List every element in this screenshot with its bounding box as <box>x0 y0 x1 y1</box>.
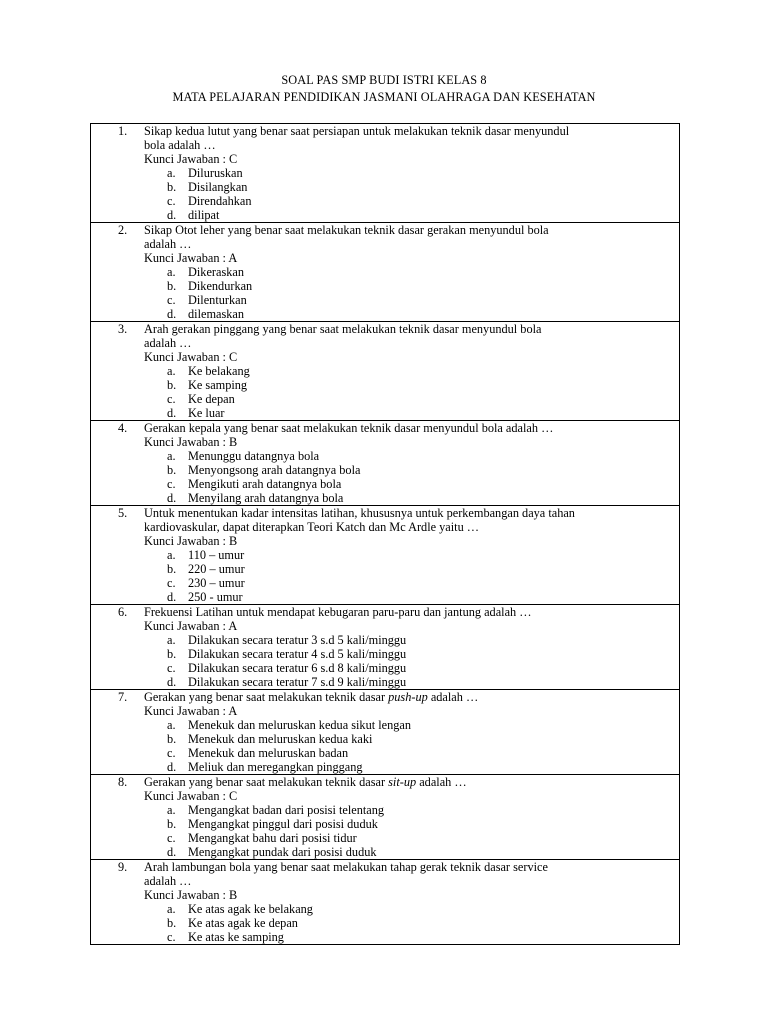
answer-key: Kunci Jawaban : A <box>144 704 238 718</box>
answer-option <box>91 916 679 930</box>
answer-key: Kunci Jawaban : B <box>144 534 238 548</box>
question-number: 4. <box>118 421 128 435</box>
answer-option <box>91 746 679 760</box>
answer-option <box>91 449 679 463</box>
option-text: Dilakukan secara teratur 3 s.d 5 kali/minggu <box>188 633 407 647</box>
option-letter: a. <box>167 364 176 378</box>
option-text: 110 – umur <box>188 548 245 562</box>
option-letter: b. <box>167 378 177 392</box>
question-number: 6. <box>118 605 128 619</box>
question-text: adalah … <box>144 237 192 251</box>
answer-option <box>91 718 679 732</box>
option-letter: b. <box>167 732 177 746</box>
question-row <box>91 774 679 859</box>
answer-option <box>91 760 679 774</box>
answer-option <box>91 562 679 576</box>
answer-option <box>91 279 679 293</box>
option-text: Menekuk dan meluruskan badan <box>188 746 349 760</box>
question-row <box>91 604 679 689</box>
answer-option <box>91 194 679 208</box>
answer-option <box>91 463 679 477</box>
option-letter: c. <box>167 194 176 208</box>
answer-option <box>91 675 679 689</box>
option-letter: a. <box>167 803 176 817</box>
question-text: 3. Arah gerakan pinggang yang benar saat melakukan teknik dasar menyundul bola <box>118 322 542 336</box>
option-text: Dilakukan secara teratur 6 s.d 8 kali/minggu <box>188 661 407 675</box>
option-letter: d. <box>167 406 177 420</box>
option-letter: c. <box>167 477 176 491</box>
question-number: 5. <box>118 506 128 520</box>
question-text: bola adalah … <box>144 138 216 152</box>
option-letter: d. <box>167 307 177 321</box>
question-text: 1. Sikap kedua lutut yang benar saat persiapan untuk melakukan teknik dasar menyundul <box>118 124 570 138</box>
answer-key: Kunci Jawaban : C <box>144 350 238 364</box>
option-letter: c. <box>167 392 176 406</box>
option-text: Ke samping <box>188 378 248 392</box>
option-text: Dilakukan secara teratur 7 s.d 9 kali/minggu <box>188 675 407 689</box>
question-number: 8. <box>118 775 128 789</box>
option-text: dilemaskan <box>188 307 245 321</box>
option-text: Dikendurkan <box>188 279 253 293</box>
answer-option <box>91 590 679 604</box>
answer-option <box>91 845 679 859</box>
question-text: 7. Gerakan yang benar saat melakukan teknik dasar push-up adalah … <box>118 690 479 704</box>
option-text: Mengangkat pinggul dari posisi duduk <box>188 817 378 831</box>
option-text: Menekuk dan meluruskan kedua kaki <box>188 732 373 746</box>
option-letter: c. <box>167 746 176 760</box>
answer-option <box>91 307 679 321</box>
option-text: Menyongsong arah datangnya bola <box>188 463 361 477</box>
option-letter: b. <box>167 817 177 831</box>
document-subtitle: MATA PELAJARAN PENDIDIKAN JASMANI OLAHRAGA DAN KESEHATAN <box>172 90 596 104</box>
question-row <box>91 505 679 604</box>
option-text: Menekuk dan meluruskan kedua sikut lengan <box>188 718 411 732</box>
answer-option <box>91 930 679 944</box>
option-text: Diluruskan <box>188 166 243 180</box>
answer-option <box>91 548 679 562</box>
question-text: adalah … <box>144 336 192 350</box>
answer-option <box>91 378 679 392</box>
questions-table <box>90 123 680 945</box>
option-text: 230 – umur <box>188 576 245 590</box>
question-text: 8. Gerakan yang benar saat melakukan teknik dasar sit-up adalah … <box>118 775 467 789</box>
option-text: Meliuk dan meregangkan pinggang <box>188 760 363 774</box>
question-row <box>91 222 679 321</box>
question-number: 9. <box>118 860 128 874</box>
answer-option <box>91 817 679 831</box>
question-row <box>91 689 679 774</box>
answer-option <box>91 576 679 590</box>
answer-option <box>91 392 679 406</box>
option-letter: a. <box>167 902 176 916</box>
option-letter: d. <box>167 675 177 689</box>
answer-option <box>91 477 679 491</box>
option-text: Dilakukan secara teratur 4 s.d 5 kali/minggu <box>188 647 407 661</box>
document-title: SOAL PAS SMP BUDI ISTRI KELAS 8 <box>281 73 487 87</box>
option-text: Direndahkan <box>188 194 252 208</box>
answer-option <box>91 661 679 675</box>
question-term: push-up <box>388 690 428 704</box>
option-text: Disilangkan <box>188 180 248 194</box>
option-letter: d. <box>167 590 177 604</box>
option-text: Menyilang arah datangnya bola <box>188 491 344 505</box>
option-text: Mengangkat badan dari posisi telentang <box>188 803 385 817</box>
option-letter: a. <box>167 633 176 647</box>
answer-option <box>91 364 679 378</box>
option-letter: c. <box>167 930 176 944</box>
answer-option <box>91 293 679 307</box>
answer-key: Kunci Jawaban : A <box>144 251 238 265</box>
answer-option <box>91 406 679 420</box>
answer-key: Kunci Jawaban : B <box>144 888 238 902</box>
option-letter: d. <box>167 491 177 505</box>
option-letter: a. <box>167 265 176 279</box>
question-text: 5. Untuk menentukan kadar intensitas latihan, khususnya untuk perkembangan daya tahan <box>118 506 575 520</box>
option-letter: d. <box>167 760 177 774</box>
option-letter: a. <box>167 166 176 180</box>
option-text: Mengangkat bahu dari posisi tidur <box>188 831 357 845</box>
answer-option <box>91 208 679 222</box>
question-text: 2. Sikap Otot leher yang benar saat melakukan teknik dasar gerakan menyundul bola <box>118 223 549 237</box>
answer-key: Kunci Jawaban : B <box>144 435 238 449</box>
answer-option <box>91 166 679 180</box>
option-text: Ke atas ke samping <box>188 930 284 944</box>
answer-key: Kunci Jawaban : C <box>144 152 238 166</box>
answer-option <box>91 902 679 916</box>
question-row <box>91 124 679 222</box>
option-text: Ke belakang <box>188 364 250 378</box>
option-text: dilipat <box>188 208 220 222</box>
option-text: Dikeraskan <box>188 265 244 279</box>
question-term: sit-up <box>388 775 417 789</box>
question-number: 2. <box>118 223 128 237</box>
option-letter: b. <box>167 562 177 576</box>
option-text: 250 - umur <box>188 590 243 604</box>
answer-option <box>91 803 679 817</box>
option-letter: c. <box>167 293 176 307</box>
option-letter: a. <box>167 718 176 732</box>
option-text: Ke depan <box>188 392 235 406</box>
question-row <box>91 321 679 420</box>
answer-option <box>91 265 679 279</box>
answer-option <box>91 491 679 505</box>
option-text: Dilenturkan <box>188 293 247 307</box>
option-letter: b. <box>167 279 177 293</box>
option-letter: c. <box>167 831 176 845</box>
question-row <box>91 420 679 505</box>
question-number: 7. <box>118 690 128 704</box>
question-row <box>91 859 679 944</box>
question-number: 1. <box>118 124 128 138</box>
question-text: adalah … <box>144 874 192 888</box>
option-text: Menunggu datangnya bola <box>188 449 320 463</box>
question-text: kardiovaskular, dapat diterapkan Teori Katch dan Mc Ardle yaitu … <box>144 520 480 534</box>
question-text: 6. Frekuensi Latihan untuk mendapat kebugaran paru-paru dan jantung adalah … <box>118 605 532 619</box>
answer-key: Kunci Jawaban : C <box>144 789 238 803</box>
question-number: 3. <box>118 322 128 336</box>
option-letter: b. <box>167 180 177 194</box>
answer-option <box>91 647 679 661</box>
option-letter: d. <box>167 845 177 859</box>
answer-option <box>91 732 679 746</box>
answer-option <box>91 633 679 647</box>
option-letter: c. <box>167 661 176 675</box>
option-text: Mengikuti arah datangnya bola <box>188 477 342 491</box>
answer-key: Kunci Jawaban : A <box>144 619 238 633</box>
option-text: Ke luar <box>188 406 225 420</box>
option-letter: b. <box>167 647 177 661</box>
option-letter: b. <box>167 463 177 477</box>
question-text: 4. Gerakan kepala yang benar saat melakukan teknik dasar menyundul bola adalah … <box>118 421 554 435</box>
option-text: Mengangkat pundak dari posisi duduk <box>188 845 377 859</box>
document-header <box>0 72 768 106</box>
option-letter: c. <box>167 576 176 590</box>
option-letter: b. <box>167 916 177 930</box>
question-text: 9. Arah lambungan bola yang benar saat melakukan tahap gerak teknik dasar service <box>118 860 548 874</box>
option-text: Ke atas agak ke belakang <box>188 902 313 916</box>
option-letter: a. <box>167 449 176 463</box>
option-letter: a. <box>167 548 176 562</box>
answer-option <box>91 180 679 194</box>
option-letter: d. <box>167 208 177 222</box>
answer-option <box>91 831 679 845</box>
option-text: 220 – umur <box>188 562 245 576</box>
option-text: Ke atas agak ke depan <box>188 916 298 930</box>
